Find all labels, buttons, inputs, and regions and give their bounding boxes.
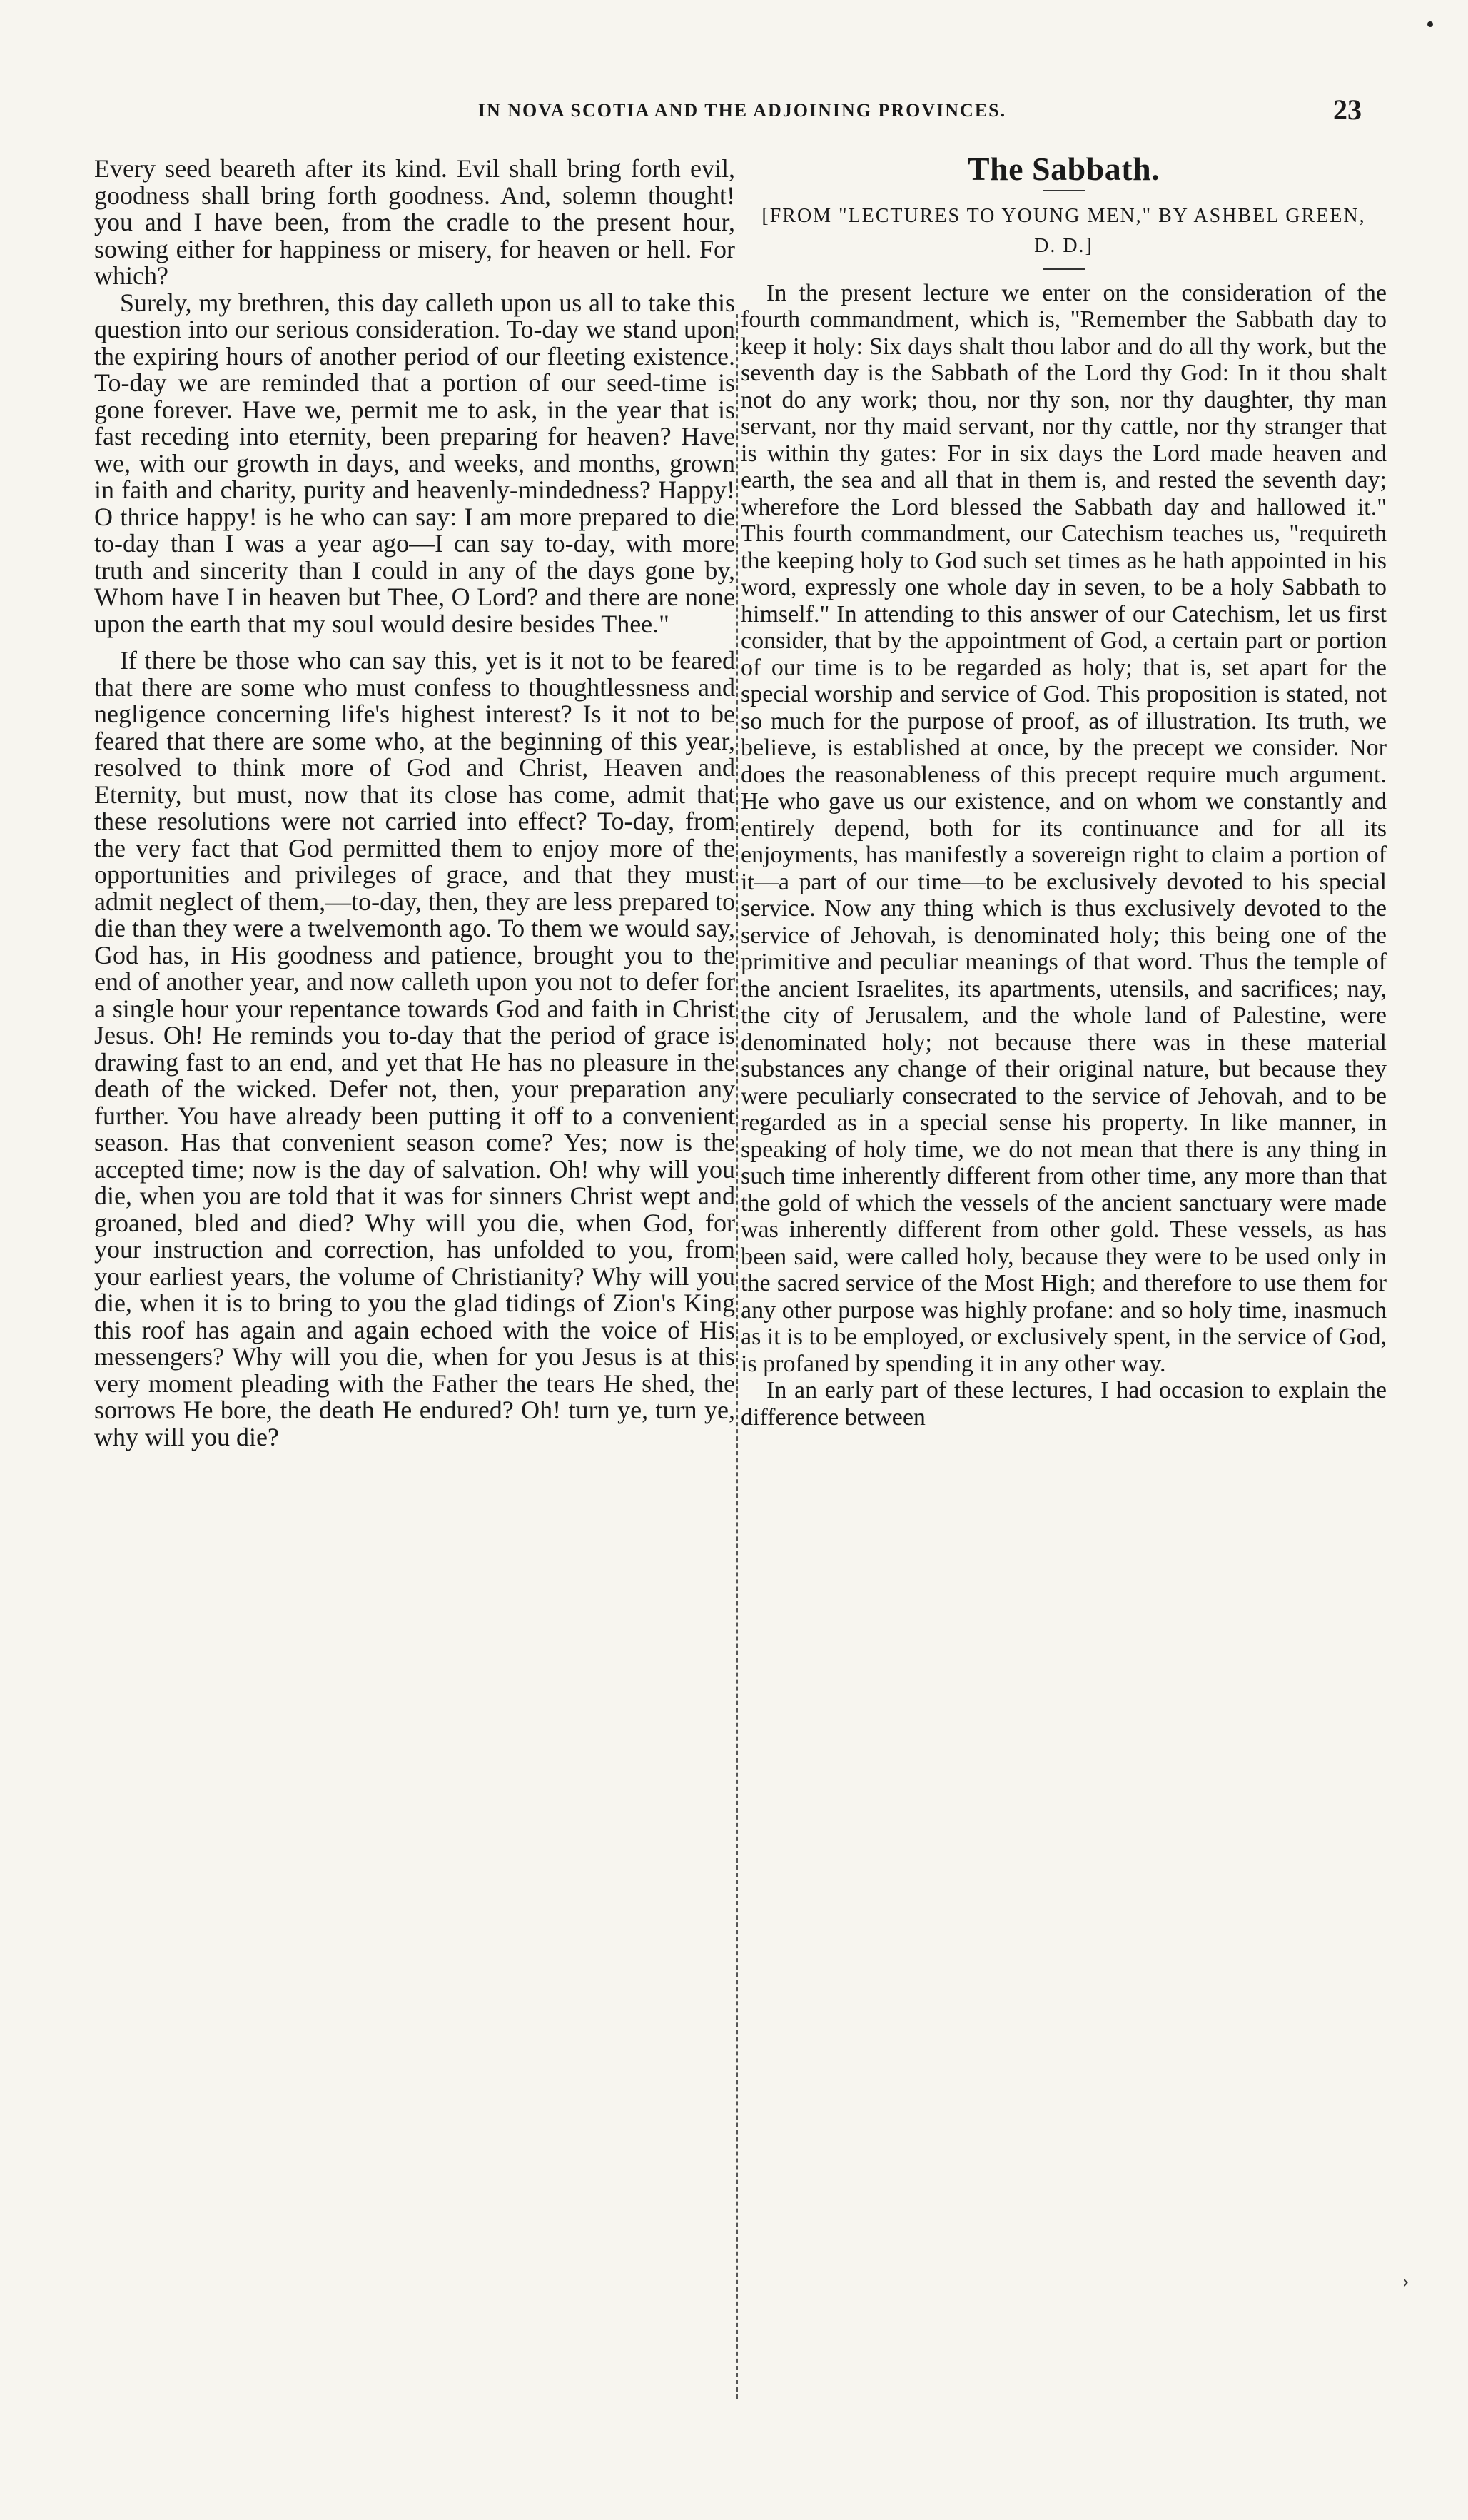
left-column (94, 156, 735, 1451)
source-rule (1043, 268, 1085, 270)
paragraph: Surely, my brethren, this day calleth upon us all to take this question into our serious consideration. To-day we stand upon the expiring hours of another period of our fleeting existence. To-day we are reminded that a portion of our seed-time is gone forever. Have we, permit me to ask, in the year that is fast receding into eternity, been preparing for heaven? Have we, with our growth in days, and weeks, and months, grown in faith and charity, purity and heavenly-mindedness? Happy! O thrice happy! is he who can say: I am more prepared to die to-day than I was a year ago—I can say to-day, with more truth and sincerity than I could in any of the days gone by, Whom have I in heaven but Thee, O Lord? and there are none upon the earth that my soul would desire besides Thee." (94, 288, 735, 638)
article-source: [FROM "LECTURES TO YOUNG MEN," BY ASHBEL GREEN, D. D.] (761, 204, 1366, 257)
right-column (741, 151, 1387, 1431)
ink-dot-mark (1427, 21, 1433, 27)
paragraph: In the present lecture we enter on the consideration of the fourth commandment, which is, "Remember the Sabbath day to keep it holy: Six days shalt thou labor and do all thy work, but the seventh day is the Sabbath of the Lord thy God: In it thou shalt not do any work; thou, nor thy son, nor thy daughter, thy man servant, nor thy maid servant, nor thy cattle, nor thy stranger that is within thy gates: For in six days the Lord made heaven and earth, the sea and all that in them is, and rested the seventh day; wherefore the Lord blessed the Sabbath day and hallowed it." This fourth commandment, our Catechism teaches us, "requireth the keeping holy to God such set times as he hath appointed in his word, expressly one whole day in seven, to be a holy Sabbath to himself." In attending to this answer of our Catechism, let us first consider, that by the appointment of God, a certain part or portion of our time is to be regarded as holy; that is, set apart for the special worship and service of God. This proposition is stated, not so much for the purpose of proof, as of illustration. Its truth, we believe, is established at once, by the precept we consider. Nor does the reasonableness of this precept require much argument. He who gave us our existence, and on whom we constantly and entirely depend, both for its continuance and for all its enjoyments, has manifestly a sovereign right to claim a portion of it—a part of our time—to be exclusively devoted to his special service. Now any thing which is thus exclusively devoted to the service of Jehovah, is denominated holy; this being one of the primitive and peculiar meanings of that word. Thus the temple of the ancient Israelites, its apartments, utensils, and sacrifices; nay, the city of Jerusalem, and the whole land of Palestine, were denominated holy; not because there was in these material substances any change of their original nature, but because they were peculiarly consecrated to the service of Jehovah, and to be regarded as in a special sense his property. In like manner, in speaking of holy time, we do not mean that there is any thing in such time inherently different from other time, any more than that the gold of which the vessels of the ancient sanctuary were made was inherently different from other gold. These vessels, as has been said, were called holy, because they were to be used only in the sacred service of the Most High; and therefore to use them for any other purpose was highly profane: and so holy time, inasmuch as it is to be employed, or exclusively spent, in the service of God, is profaned by spending it in any other way. (741, 279, 1387, 1377)
column-divider (736, 314, 738, 2399)
title-rule (1043, 190, 1085, 191)
page-number: 23 (1333, 94, 1362, 126)
article-title: The Sabbath. (967, 151, 1160, 187)
running-head: IN NOVA SCOTIA AND THE ADJOINING PROVINCES. (477, 100, 1007, 121)
paragraph: If there be those who can say this, yet is it not to be feared that there are some who must confess to thoughtlessness and negligence concerning life's highest interest? Is it not to be feared that there are some who, at the beginning of this year, resolved to think more of God and Christ, Heaven and Eternity, but must, now that its close has come, admit that these resolutions were not carried into effect? To-day, from the very fact that God permitted them to enjoy more of the opportunities and privileges of grace, and that they must admit neglect of them,—to-day, then, they are less prepared to die than they were a twelvemonth ago. To them we would say, God has, in His goodness and patience, brought you to the end of another year, and now calleth upon you not to defer for a single hour your repentance towards God and faith in Christ Jesus. Oh! He reminds you to-day that the period of grace is drawing fast to an end, and yet that He has no pleasure in the death of the wicked. Defer not, then, your preparation any further. You have already been putting it off to a convenient season. Has that convenient season come? Yes; now is the accepted time; now is the day of salvation. Oh! why will you die, when you are told that it was for sinners Christ wept and groaned, bled and died? Why will you die, when God, for your instruction and correction, has unfolded to you, from your earliest years, the volume of Christianity? Why will you die, when it is to bring to you the glad tidings of Zion's King this roof has again and again echoed with the voice of His messengers? Why will you die, when for you Jesus is at this very moment pleading with the Father the tears He shed, the sorrows He bore, the death He endured? Oh! turn ye, turn ye, why will you die? (94, 646, 735, 1451)
paragraph: Every seed beareth after its kind. Evil shall bring forth evil, goodness shall bring forth goodness. And, solemn thought! you and I have been, from the cradle to the present hour, sowing either for happiness or misery, for heaven or hell. For which? (94, 154, 735, 290)
article-body (741, 280, 1387, 1431)
margin-mark: › (1402, 2270, 1409, 2292)
paragraph: In an early part of these lectures, I had occasion to explain the difference between (741, 1377, 1387, 1431)
